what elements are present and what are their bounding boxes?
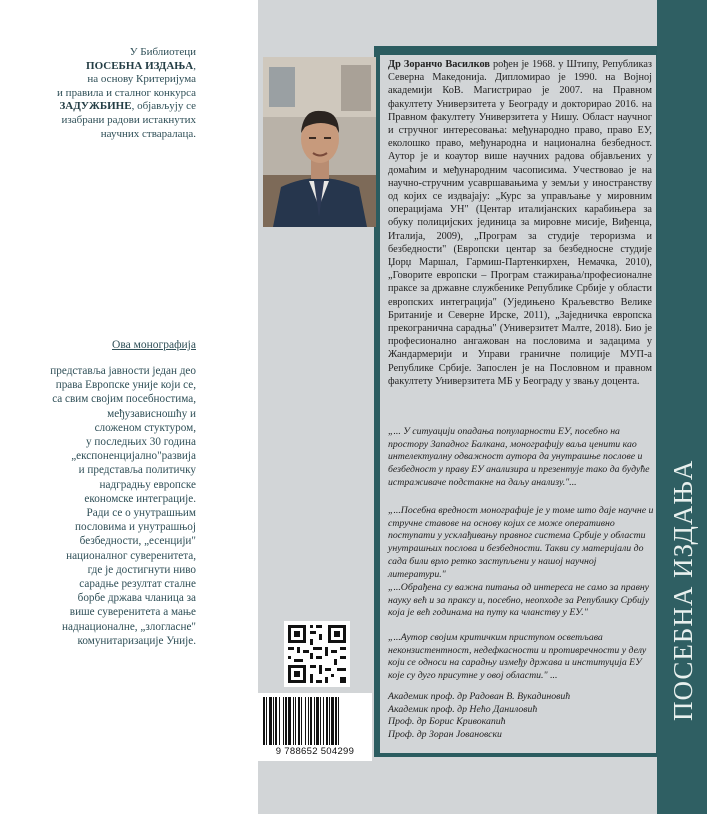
mono-line: економске интеграције.: [84, 492, 196, 505]
monograph-heading: Ова монографија: [112, 339, 196, 351]
reviewer-list: [388, 691, 654, 742]
spine-title: ПОСЕБНА ИЗДАЊА: [668, 459, 698, 721]
review-quote: „...Обрађена су важна питања од интереса не само за правну науку већ и за праксу и, посебно, неопходе за Републику Србију која је већ годинама на путу ка чланству у ЕУ.": [388, 582, 650, 619]
series-intro: У Библиотеци ПОСЕБНА ИЗДАЊА, на основу Критеријума и правила и сталног конкурса ЗАДУЖБИНЕ, објављују се изабрани радови истакнутих научних стваралаца.: [21, 46, 196, 141]
mono-line: наднационалне, „злогласне": [62, 620, 196, 633]
mono-line: безбедности, „есенцији": [79, 535, 196, 548]
review-quote: „...Посебна вредност монографије је у томе што даје научне и стручне ставове на основу којих се може оперативно поступати у усклађивању правног система Србије у области унутрашњих послова и безбедности. Такви су материјали до сада били врло ретко заступљени у нашој научној литератури.": [388, 505, 654, 580]
mono-line: представља јавности један део: [50, 365, 196, 377]
intro-line: изабрани радови истакнутих: [61, 113, 196, 126]
mono-line: и представља политичку: [78, 464, 196, 477]
intro-line: и правила и сталног конкурса: [57, 86, 196, 99]
mono-line: са свим својим посебностима,: [52, 393, 196, 406]
barcode-icon: [262, 697, 368, 745]
author-name: Др Зоранчо Василков: [388, 59, 490, 70]
intro-line: У Библиотеци: [129, 46, 196, 58]
mono-line: сложеном стуктуром,: [94, 421, 196, 434]
intro-line: научних стваралаца.: [100, 127, 196, 140]
reviewer-name: Академик проф. др Нећо Даниловић: [388, 703, 538, 715]
mono-line: борбе држава чланица за: [77, 592, 196, 605]
mono-line: где је достигнути ниво: [87, 563, 196, 576]
mono-line: Ради се о унутрашњим: [86, 507, 196, 520]
author-bio: [388, 58, 652, 388]
mono-line: „експоненцијално"развија: [71, 450, 196, 463]
mono-line: међузависношћу и: [107, 407, 196, 420]
qr-code: [284, 621, 350, 687]
review-quote: „...Аутор својим критичким приступом осветљава неконзистентност, недефкасности и противречности у делу који се односи на сарадњу између држава и институција ЕУ које су дуго присутне у овој области." ...: [388, 632, 647, 682]
reviewer-name: Проф. др Борис Кривокапић: [388, 716, 506, 728]
foundation-name: ЗАДУЖБИНЕ: [59, 100, 132, 113]
series-name: ПОСЕБНА ИЗДАЊА: [86, 59, 194, 72]
mono-line: националног суверенитета,: [66, 549, 196, 562]
author-photo: [263, 57, 376, 227]
reviewer-name: Проф. др Зоран Јовановски: [388, 729, 502, 741]
author-photo-image: [263, 57, 376, 227]
bio-text: рођен је 1968. у Штипу, Републиказ Северна Македонија. Дипломирао је 1990. на Војној академији КоВ. Магистрирао је 2007. на Правном факултету Универзитета у Београду и докторирао 2016. на Правном факултету Универзитета у Нишу. Област научног и стручног интересовања: међународно право, право ЕУ, еколошко право, међународна и национална безбедност. Аутор је и коаутор више научних радова објављених у домаћим и међународним часописима. Учествовао је на научно-стручним усавршавањима у земљи у иностранству од којих се издвајају: „Курс за управљање у мировним операцијама УН" (Центар италијанских карабињера за обуку полицијских јединица за мировне мисије, Виђенца, Италија, 2009), „Програм за студије тероризма и безбедности" (Европски центар за безбедносне студије Џорџ Маршал, Гармиш-Партенкирхен, Немачка, 2010), „Говорите европски – Програм стажирања/професионалне праксе за државне службенике Републике Србије у области европских интеграција" (Уједињено Краљевство Велике Британије и Северне Ирске, 2011), „Заједничка европска прекогранична сарадња" (Универзитет Малте, 2018). Био је професионално ангажован на пословима и задацима у Жандармерији и Управи граничне полиције МУП-а Републике Србије. Запослен је на Пословном и правном факултету Универзитета МБ у Београду у звању доцента.: [388, 59, 652, 387]
mono-line: пословима и унутрашњој: [75, 521, 196, 534]
mono-line: комунитаризације Уније.: [77, 634, 196, 647]
mono-line: надградњу европске: [99, 478, 196, 491]
reviewer-name: Академик проф. др Радован В. Вукадиновић: [388, 691, 571, 702]
mono-line: права Европске уније који се,: [55, 379, 196, 392]
qr-code-icon: [284, 621, 350, 687]
isbn-number: 9 788652 504299: [275, 746, 355, 757]
mono-line: више суверенитета а мање: [69, 606, 196, 619]
mono-line: у последњих 30 година: [86, 436, 196, 449]
monograph-description: [10, 364, 196, 648]
mono-line: сарадње резултат сталне: [79, 578, 196, 591]
review-quote: „... У ситуацији опадања популарности ЕУ, посебно на простору Западног Балкана, монографију ваља ценити као интелектуалну одважност аутора да унутрашње послове и безбедност у праву ЕУ анализира и презентује тако да буду̂ће истраживаче подстакне на даљу анализу."...: [388, 426, 650, 488]
left-flap: [0, 0, 258, 814]
intro-line: на основу Критеријума: [87, 73, 196, 86]
